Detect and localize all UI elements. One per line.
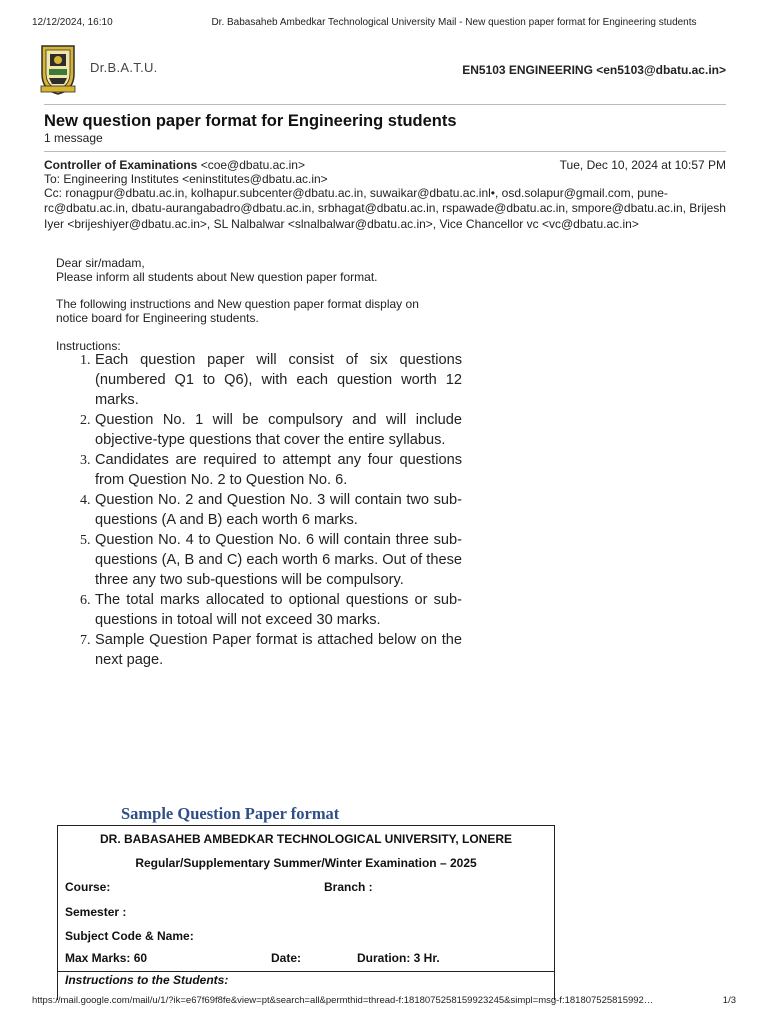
recipients-to: To: Engineering Institutes <eninstitutes@dbatu.ac.in> xyxy=(44,172,328,186)
university-seal-icon xyxy=(38,42,78,96)
qp-max-marks: Max Marks: 60 xyxy=(65,951,148,965)
qp-divider xyxy=(58,971,554,972)
page-url: https://mail.google.com/mail/u/1/?ik=e67f69f8fe&view=pt&search=all&permthid=thread-f:1818075258159923245&simpl=msg-f:181807525815992… xyxy=(32,995,654,1006)
print-datetime: 12/12/2024, 16:10 xyxy=(32,17,113,28)
sender-email: <coe@dbatu.ac.in> xyxy=(200,158,305,172)
instruction-item: 5. Question No. 4 to Question No. 6 will contain three sub-questions (A, B and C) each worth 6 marks. Out of these three any two sub-questions will be compulsory. xyxy=(94,530,462,590)
university-logo xyxy=(38,42,178,98)
following-paragraph: The following instructions and New question paper format display on notice board for Engineering students. xyxy=(56,297,419,326)
qp-branch: Branch : xyxy=(324,880,373,894)
sender-name: Controller of Examinations xyxy=(44,158,198,172)
qp-duration: Duration: 3 Hr. xyxy=(357,951,440,965)
instruction-item: 1. Each question paper will consist of six questions (numbered Q1 to Q6), with each question worth 12 marks. xyxy=(94,350,462,410)
instruction-item: 3. Candidates are required to attempt any four questions from Question No. 2 to Question No. 6. xyxy=(94,450,462,490)
print-header xyxy=(32,17,736,31)
instruction-item: 7. Sample Question Paper format is attached below on the next page. xyxy=(94,630,462,670)
qp-date: Date: xyxy=(271,951,302,965)
divider xyxy=(44,104,726,105)
qp-course: Course: xyxy=(65,880,111,894)
instruction-item: 6. The total marks allocated to optional questions or sub-questions in totoal will not exceed 30 marks. xyxy=(94,590,462,630)
thread-subject: New question paper format for Engineering students xyxy=(44,112,457,130)
qp-instructions: Instructions to the Students: xyxy=(65,973,229,987)
instructions-list xyxy=(56,350,462,670)
page-number: 1/3 xyxy=(722,995,736,1006)
sample-title: Sample Question Paper format xyxy=(121,804,340,823)
message-count: 1 message xyxy=(44,131,103,145)
logo-text: Dr.B.A.T.U. xyxy=(90,60,158,75)
instructions-label: Instructions: xyxy=(56,339,121,353)
qp-semester: Semester : xyxy=(65,905,127,919)
inform-line: Please inform all students about New question paper format. xyxy=(56,270,378,284)
message-date: Tue, Dec 10, 2024 at 10:57 PM xyxy=(559,158,726,172)
account-label: EN5103 ENGINEERING <en5103@dbatu.ac.in> xyxy=(462,63,726,77)
recipients-cc: Cc: ronagpur@dbatu.ac.in, kolhapur.subcenter@dbatu.ac.in, suwaikar@dbatu.ac.inl•, osd.solapur@gmail.com, pune-rc@dbatu.ac.in, dbatu-aurangabadro@dbatu.ac.in, srbhagat@dbatu.ac.in, rspawade@dbatu.ac.in, smpore@dbatu.ac.in, Brijesh Iyer <brijeshiyer@dbatu.ac.in>, SL Nalbalwar <slnalbalwar@dbatu.ac.in>, Vice Chancellor vc <vc@dbatu.ac.in> xyxy=(44,186,726,231)
qp-university: DR. BABASAHEB AMBEDKAR TECHNOLOGICAL UNIVERSITY, LONERE xyxy=(99,832,513,846)
qp-subject: Subject Code & Name: xyxy=(65,929,194,943)
print-title: Dr. Babasaheb Ambedkar Technological University Mail - New question paper format for Engineering students xyxy=(211,17,697,28)
sample-question-paper xyxy=(57,825,555,1000)
instruction-item: 4. Question No. 2 and Question No. 3 will contain two sub-questions (A and B) each worth 6 marks. xyxy=(94,490,462,530)
instruction-item: 2. Question No. 1 will be compulsory and will include objective-type questions that cover the entire syllabus. xyxy=(94,410,462,450)
divider xyxy=(44,151,726,152)
qp-exam: Regular/Supplementary Summer/Winter Examination – 2025 xyxy=(135,856,477,870)
greeting: Dear sir/madam, xyxy=(56,256,145,270)
